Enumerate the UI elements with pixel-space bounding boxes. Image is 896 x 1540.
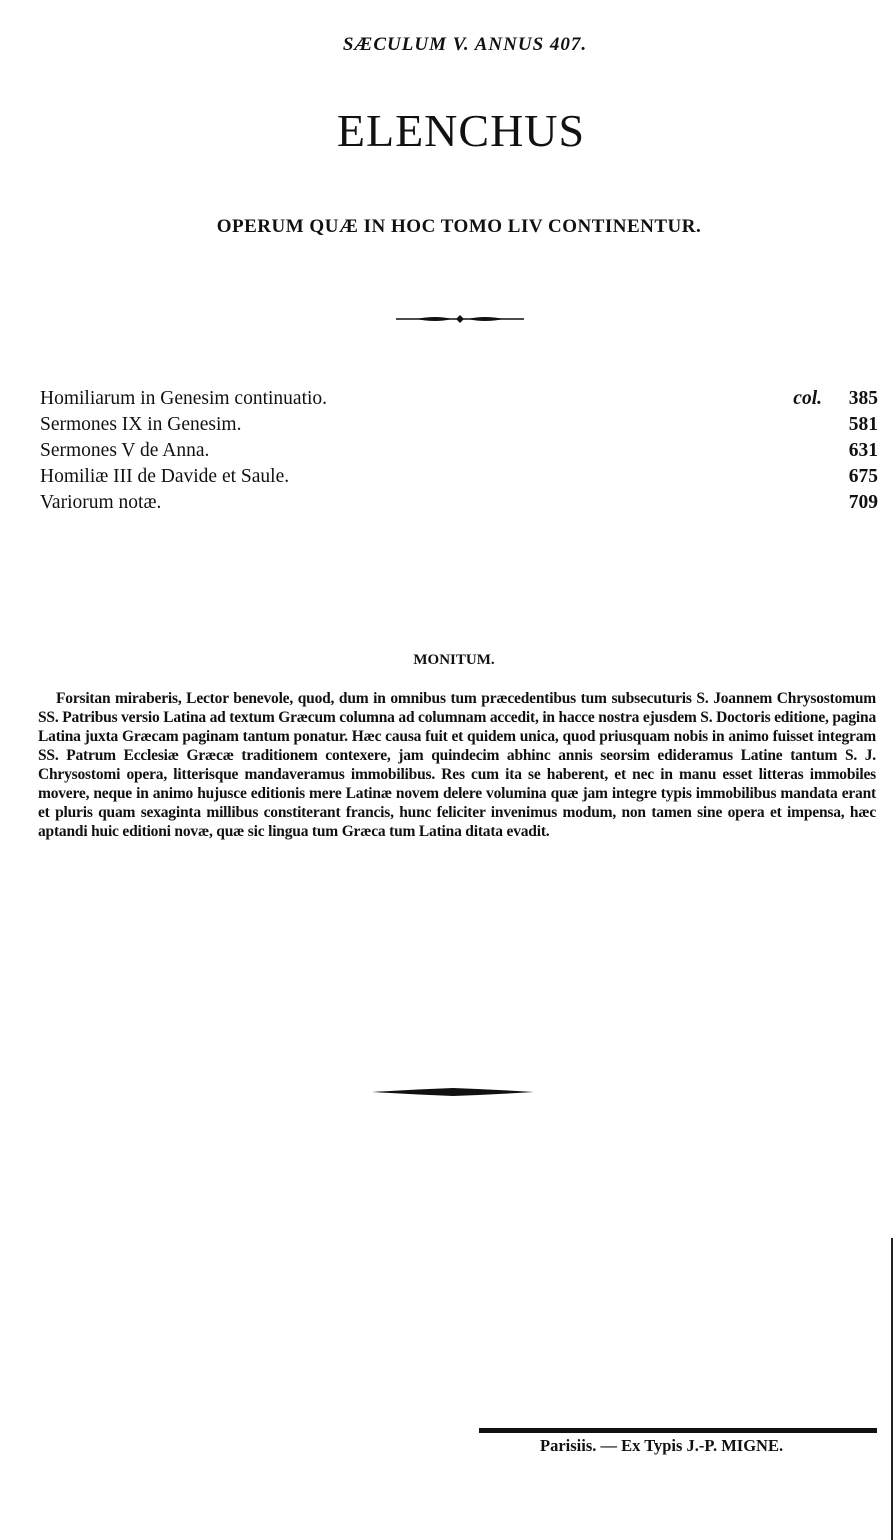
- contents-item-title: Sermones IX in Genesim.: [40, 414, 242, 435]
- contents-item-column: 385: [848, 388, 878, 409]
- monitum-text: Forsitan miraberis, Lector benevole, quod, dum in omnibus tum præcedentibus tum subsecuturis S. Joannem Chrysostomum SS. Patribus versio Latina ad textum Græcum columna ad columnam accedit, in hacce nostra ejusdem S. Doctoris editione, pagina Latina juxta Græcam paginam tantum ponatur. Hæc causa fuit et quidem unica, quod priusquam nobis in animo fuisset integram SS. Patrum Ecclesiæ Græcæ traditionem contexere, jam quindecim abhinc annis seorsim edideramus Latine tantum S. J. Chrysostomi opera, litterisque mandaveramus immobilibus. Res cum ita se haberent, et nec in manu esset litteras immobiles movere, neque in animo hujusce editionis mere Latinæ novem delere volumina quæ jam integre typis immobilibus mandata erant et pluris quam sexaginta millibus constiterant francis, hunc feliciter invenimus modum, non tamen sine opera et impensa, hæc aptandi huic editioni novæ, quæ sic lingua tum Græca tum Latina ditata evadit.: [38, 690, 876, 840]
- contents-item-column: 675: [848, 466, 878, 487]
- contents-item: [40, 490, 878, 516]
- ornament-rule-icon: [372, 1086, 534, 1098]
- running-head: SÆCULUM V. ANNUS 407.: [342, 34, 588, 55]
- contents-item-column: 709: [848, 492, 878, 513]
- contents-item-title: Homiliarum in Genesim continuatio.: [40, 388, 328, 409]
- printer-imprint: Parisiis. — Ex Typis J.-P. MIGNE.: [540, 1436, 784, 1455]
- contents-item-title: Homiliæ III de Davide et Saule.: [40, 466, 290, 487]
- contents-item-column: 631: [848, 440, 878, 461]
- contents-list: [40, 386, 878, 516]
- contents-item-title: Variorum notæ.: [40, 492, 162, 513]
- page-edge-line: [891, 1238, 893, 1540]
- page-subtitle: OPERUM QUÆ IN HOC TOMO LIV CONTINENTUR.: [216, 216, 702, 237]
- contents-item: [40, 438, 878, 464]
- contents-item: [40, 412, 878, 438]
- monitum-heading: MONITUM.: [413, 652, 495, 668]
- ornament-divider-icon: [396, 312, 524, 326]
- col-label: col.: [793, 388, 822, 409]
- contents-item-title: Sermones V de Anna.: [40, 440, 210, 461]
- contents-item-column: 581: [848, 414, 878, 435]
- contents-item: [40, 386, 878, 412]
- footer-rule: [479, 1428, 877, 1433]
- contents-item: [40, 464, 878, 490]
- page-title: ELENCHUS: [336, 105, 586, 156]
